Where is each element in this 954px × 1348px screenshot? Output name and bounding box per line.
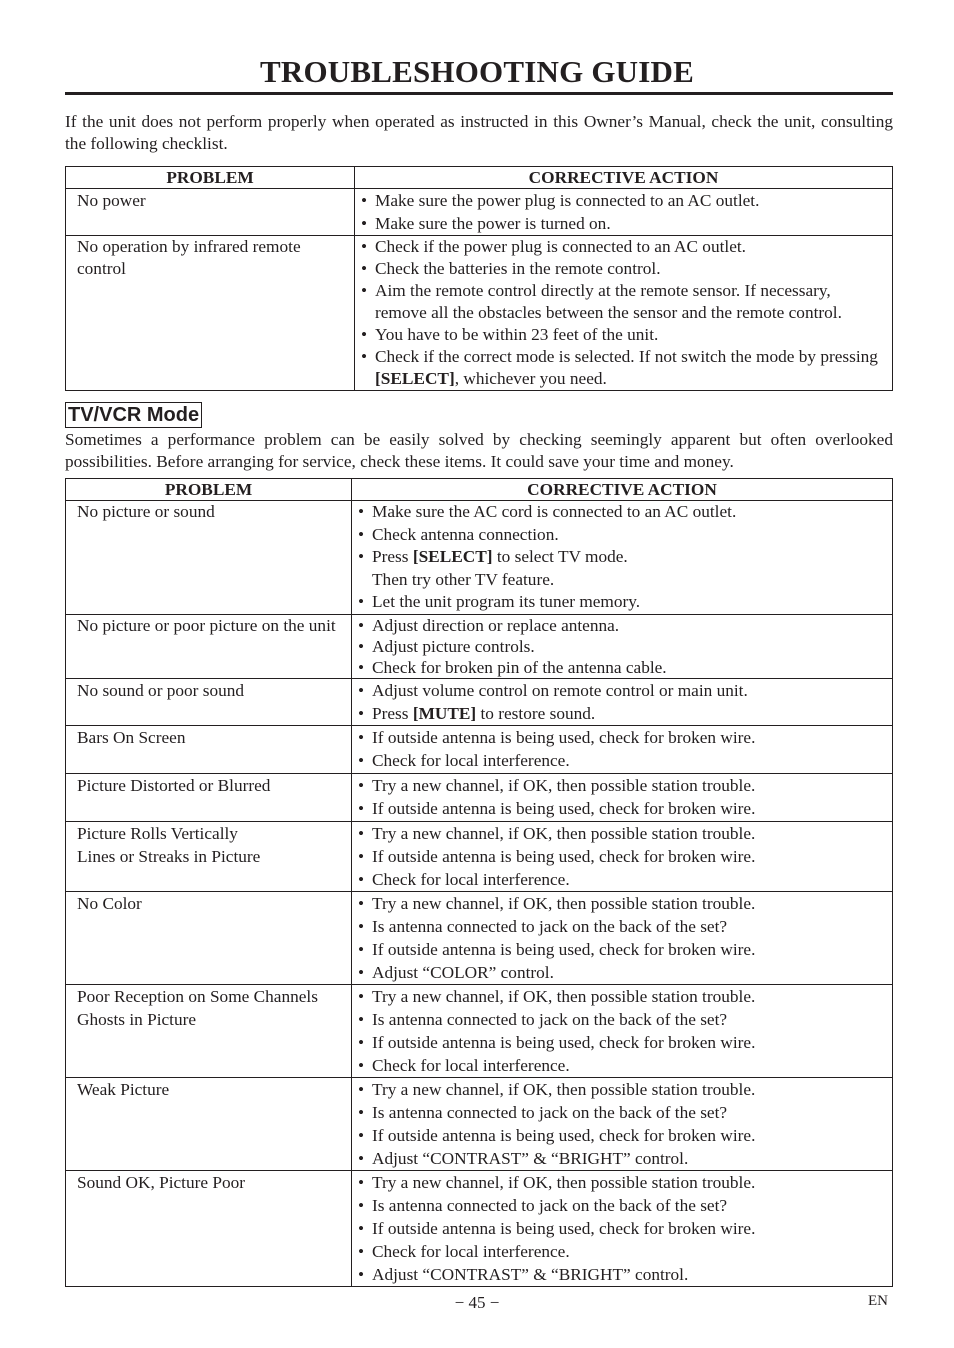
action-item bbox=[358, 1194, 886, 1217]
column-header-problem: PROBLEM bbox=[66, 167, 355, 189]
action-text: Make sure the AC cord is connected to an AC outlet. bbox=[372, 502, 737, 521]
action-item bbox=[358, 1217, 886, 1240]
action-item bbox=[358, 657, 886, 678]
section-heading-tv-vcr-mode: TV/VCR Mode bbox=[65, 402, 202, 428]
button-name: [SELECT] bbox=[412, 547, 493, 566]
action-text: Adjust volume control on remote control or main unit. bbox=[372, 680, 748, 700]
action-text: Make sure the power is turned on. bbox=[375, 214, 611, 233]
action-item bbox=[361, 280, 886, 324]
corrective-action-cell bbox=[352, 501, 893, 615]
action-text: Check for local interference. bbox=[372, 869, 570, 889]
problem-text: Picture Rolls Vertically bbox=[77, 823, 238, 843]
problem-cell bbox=[66, 984, 352, 1077]
bullet-icon: • bbox=[358, 939, 365, 959]
action-text: If outside antenna is being used, check for broken wire. bbox=[372, 799, 756, 818]
action-text: Is antenna connected to jack on the back of the set? bbox=[372, 1102, 728, 1122]
table-row bbox=[66, 614, 893, 678]
bullet-icon: • bbox=[361, 237, 368, 256]
action-item bbox=[358, 1101, 886, 1124]
action-text: Adjust direction or replace antenna. bbox=[372, 615, 620, 635]
action-item bbox=[358, 961, 886, 984]
bullet-icon: • bbox=[358, 893, 365, 913]
action-text: If outside antenna is being used, check for broken wire. bbox=[372, 727, 756, 747]
action-text: Is antenna connected to jack on the back of the set? bbox=[372, 916, 728, 936]
action-item bbox=[358, 1078, 886, 1101]
action-text: If outside antenna is being used, check for broken wire. bbox=[372, 846, 756, 866]
action-text: Check for local interference. bbox=[372, 1055, 570, 1075]
action-item bbox=[358, 501, 886, 524]
bullet-icon: • bbox=[358, 751, 365, 770]
action-text: If outside antenna is being used, check for broken wire. bbox=[372, 1125, 756, 1145]
bullet-icon: • bbox=[358, 1148, 365, 1168]
problem-cell bbox=[66, 678, 352, 725]
action-item bbox=[358, 636, 886, 657]
table-row bbox=[66, 1170, 893, 1286]
action-item bbox=[358, 774, 886, 798]
bullet-icon: • bbox=[358, 869, 365, 889]
problem-text: Bars On Screen bbox=[77, 727, 186, 747]
action-text: Adjust “CONTRAST” & “BRIGHT” control. bbox=[372, 1148, 689, 1168]
action-item bbox=[358, 985, 886, 1008]
action-text: Try a new channel, if OK, then possible station trouble. bbox=[372, 775, 756, 795]
action-text bbox=[372, 546, 886, 569]
column-header-corrective-action: CORRECTIVE ACTION bbox=[355, 167, 893, 189]
action-item bbox=[358, 822, 886, 845]
action-text bbox=[372, 702, 886, 725]
button-name: [MUTE] bbox=[412, 703, 477, 723]
bullet-icon: • bbox=[358, 1009, 365, 1029]
table-row bbox=[66, 1077, 893, 1170]
bullet-icon: • bbox=[361, 281, 368, 300]
problem-text: Weak Picture bbox=[77, 1079, 170, 1099]
action-text: If outside antenna is being used, check for broken wire. bbox=[372, 1218, 756, 1238]
action-item bbox=[361, 258, 886, 280]
table-row bbox=[66, 236, 893, 391]
action-item bbox=[358, 679, 886, 702]
bullet-icon: • bbox=[358, 657, 365, 677]
problem-text: Ghosts in Picture bbox=[77, 1009, 197, 1029]
action-text: Is antenna connected to jack on the back of the set? bbox=[372, 1195, 728, 1215]
problem-cell bbox=[66, 891, 352, 984]
corrective-action-cell bbox=[352, 725, 893, 773]
bullet-icon: • bbox=[358, 1102, 365, 1122]
column-header-problem: PROBLEM bbox=[66, 479, 352, 501]
troubleshooting-table-tv-vcr bbox=[65, 478, 893, 1287]
problem-text: Picture Distorted or Blurred bbox=[77, 775, 271, 795]
corrective-action-cell bbox=[352, 773, 893, 821]
bullet-icon: • bbox=[358, 502, 365, 521]
action-item bbox=[361, 189, 886, 212]
table-row bbox=[66, 189, 893, 236]
action-text-part: Press bbox=[372, 547, 413, 566]
action-text: Try a new channel, if OK, then possible station trouble. bbox=[372, 823, 756, 843]
problem-text: Poor Reception on Some Channels bbox=[77, 986, 318, 1006]
corrective-action-cell bbox=[352, 891, 893, 984]
action-text: Check for local interference. bbox=[372, 1241, 570, 1261]
action-text: Try a new channel, if OK, then possible station trouble. bbox=[372, 1079, 756, 1099]
bullet-icon: • bbox=[358, 615, 365, 635]
action-item bbox=[358, 1008, 886, 1031]
corrective-action-cell bbox=[352, 678, 893, 725]
bullet-icon: • bbox=[358, 636, 365, 656]
action-text: Check for broken pin of the antenna cable. bbox=[372, 657, 667, 677]
action-text-part: to select TV mode. bbox=[492, 547, 628, 566]
action-text-part: , whichever you need. bbox=[454, 369, 607, 388]
page-number: − 45 − bbox=[454, 1293, 500, 1312]
action-item bbox=[358, 702, 886, 725]
bullet-icon: • bbox=[358, 727, 365, 747]
action-item bbox=[358, 938, 886, 961]
page-title: TROUBLESHOOTING GUIDE bbox=[260, 54, 694, 89]
action-item bbox=[358, 1240, 886, 1263]
corrective-action-cell bbox=[352, 821, 893, 891]
bullet-icon: • bbox=[361, 259, 368, 278]
action-text: Check antenna connection. bbox=[372, 524, 559, 544]
bullet-icon: • bbox=[358, 1195, 365, 1215]
action-item bbox=[361, 346, 886, 390]
action-text: Try a new channel, if OK, then possible station trouble. bbox=[372, 1172, 756, 1192]
bullet-icon: • bbox=[358, 592, 365, 611]
bullet-icon: • bbox=[361, 325, 368, 344]
action-item bbox=[358, 1147, 886, 1170]
table-row bbox=[66, 501, 893, 615]
bullet-icon: • bbox=[358, 799, 365, 818]
corrective-action-cell bbox=[352, 984, 893, 1077]
action-text: Adjust picture controls. bbox=[372, 636, 535, 656]
bullet-icon: • bbox=[358, 846, 365, 866]
problem-cell bbox=[66, 773, 352, 821]
bullet-icon: • bbox=[358, 1055, 365, 1075]
action-text: Adjust “CONTRAST” & “BRIGHT” control. bbox=[372, 1264, 689, 1284]
action-text-part: to restore sound. bbox=[476, 703, 596, 723]
problem-text: No sound or poor sound bbox=[77, 680, 245, 700]
problem-cell bbox=[66, 725, 352, 773]
button-name: [SELECT] bbox=[375, 369, 455, 388]
troubleshooting-table-general bbox=[65, 166, 893, 391]
action-text-part: Press bbox=[372, 703, 413, 723]
problem-text: Sound OK, Picture Poor bbox=[77, 1172, 246, 1192]
bullet-icon: • bbox=[361, 214, 368, 233]
bullet-icon: • bbox=[358, 1218, 365, 1238]
action-text-part: Check if the correct mode is selected. If not switch the mode by pressing bbox=[375, 347, 878, 366]
bullet-icon: • bbox=[358, 1125, 365, 1145]
action-item bbox=[358, 892, 886, 915]
bullet-icon: • bbox=[361, 347, 368, 366]
problem-cell bbox=[66, 1170, 352, 1286]
action-item bbox=[358, 845, 886, 868]
problem-cell bbox=[66, 189, 355, 236]
bullet-icon: • bbox=[358, 703, 365, 723]
problem-text: Lines or Streaks in Picture bbox=[77, 846, 261, 866]
action-item bbox=[358, 749, 886, 773]
action-text: Check if the power plug is connected to an AC outlet. bbox=[375, 237, 746, 256]
action-text: You have to be within 23 feet of the unit. bbox=[375, 325, 659, 344]
action-item bbox=[358, 1054, 886, 1077]
corrective-action-cell bbox=[355, 189, 893, 236]
corrective-action-cell bbox=[352, 1170, 893, 1286]
table-row bbox=[66, 678, 893, 725]
problem-cell bbox=[66, 501, 352, 615]
section-intro-paragraph: Sometimes a performance problem can be easily solved by checking seemingly apparent but often overlooked possibilities. Before arranging for service, check these items. It could save your time and money. bbox=[65, 430, 893, 471]
bullet-icon: • bbox=[358, 1241, 365, 1261]
table-body bbox=[66, 501, 893, 1287]
corrective-action-cell bbox=[352, 614, 893, 678]
action-text: Make sure the power plug is connected to an AC outlet. bbox=[375, 191, 760, 210]
table-body bbox=[66, 189, 893, 391]
action-text: Is antenna connected to jack on the back of the set? bbox=[372, 1009, 728, 1029]
action-text: If outside antenna is being used, check for broken wire. bbox=[372, 1032, 756, 1052]
problem-cell bbox=[66, 821, 352, 891]
action-item bbox=[361, 324, 886, 346]
language-code: EN bbox=[868, 1293, 888, 1309]
table-row bbox=[66, 984, 893, 1077]
bullet-icon: • bbox=[358, 1264, 365, 1284]
action-item bbox=[358, 868, 886, 891]
action-text: If outside antenna is being used, check for broken wire. bbox=[372, 939, 756, 959]
action-item bbox=[358, 524, 886, 547]
corrective-action-cell bbox=[352, 1077, 893, 1170]
action-text: Check for local interference. bbox=[372, 751, 570, 770]
table-row bbox=[66, 725, 893, 773]
bullet-icon: • bbox=[358, 524, 365, 544]
action-item bbox=[358, 1124, 886, 1147]
action-text: Try a new channel, if OK, then possible station trouble. bbox=[372, 986, 756, 1006]
bullet-icon: • bbox=[358, 680, 365, 700]
action-item bbox=[358, 1171, 886, 1194]
bullet-icon: • bbox=[358, 916, 365, 936]
action-item bbox=[358, 915, 886, 938]
column-header-corrective-action: CORRECTIVE ACTION bbox=[352, 479, 893, 501]
action-text: Try a new channel, if OK, then possible station trouble. bbox=[372, 893, 756, 913]
intro-paragraph: If the unit does not perform properly when operated as instructed in this Owner’s Manual, check the unit, consulting the following checklist. bbox=[65, 112, 893, 153]
action-item bbox=[358, 1031, 886, 1054]
action-text: Adjust “COLOR” control. bbox=[372, 962, 554, 982]
bullet-icon: • bbox=[358, 547, 365, 566]
action-text bbox=[375, 346, 886, 390]
problem-text: No picture or poor picture on the unit bbox=[77, 615, 336, 635]
table-row bbox=[66, 891, 893, 984]
bullet-icon: • bbox=[358, 1032, 365, 1052]
action-item bbox=[358, 591, 886, 614]
action-item bbox=[358, 797, 886, 821]
action-item bbox=[358, 546, 886, 591]
bullet-icon: • bbox=[358, 962, 365, 982]
corrective-action-cell bbox=[355, 236, 893, 391]
problem-text: No power bbox=[77, 191, 146, 210]
bullet-icon: • bbox=[358, 986, 365, 1006]
action-item bbox=[361, 236, 886, 258]
problem-cell bbox=[66, 614, 352, 678]
bullet-icon: • bbox=[358, 1079, 365, 1099]
table-row bbox=[66, 821, 893, 891]
action-item bbox=[358, 1263, 886, 1286]
action-text: Check the batteries in the remote control. bbox=[375, 259, 661, 278]
action-item bbox=[358, 726, 886, 750]
problem-text: No operation by infrared remote control bbox=[77, 237, 301, 278]
bullet-icon: • bbox=[358, 1172, 365, 1192]
action-text-continued: Then try other TV feature. bbox=[372, 569, 555, 589]
table-row bbox=[66, 773, 893, 821]
problem-text: No Color bbox=[77, 893, 142, 913]
action-text: Aim the remote control directly at the remote sensor. If necessary, remove all the obstacles between the sensor and the remote control. bbox=[375, 281, 842, 322]
problem-cell bbox=[66, 236, 355, 391]
table-header-row bbox=[66, 167, 893, 189]
action-text: Let the unit program its tuner memory. bbox=[372, 592, 641, 611]
problem-text: No picture or sound bbox=[77, 502, 215, 521]
problem-cell bbox=[66, 1077, 352, 1170]
bullet-icon: • bbox=[361, 191, 368, 210]
title-rule bbox=[65, 92, 893, 95]
bullet-icon: • bbox=[358, 775, 365, 795]
table-header-row bbox=[66, 479, 893, 501]
action-item bbox=[358, 615, 886, 636]
action-item bbox=[361, 212, 886, 235]
bullet-icon: • bbox=[358, 823, 365, 843]
